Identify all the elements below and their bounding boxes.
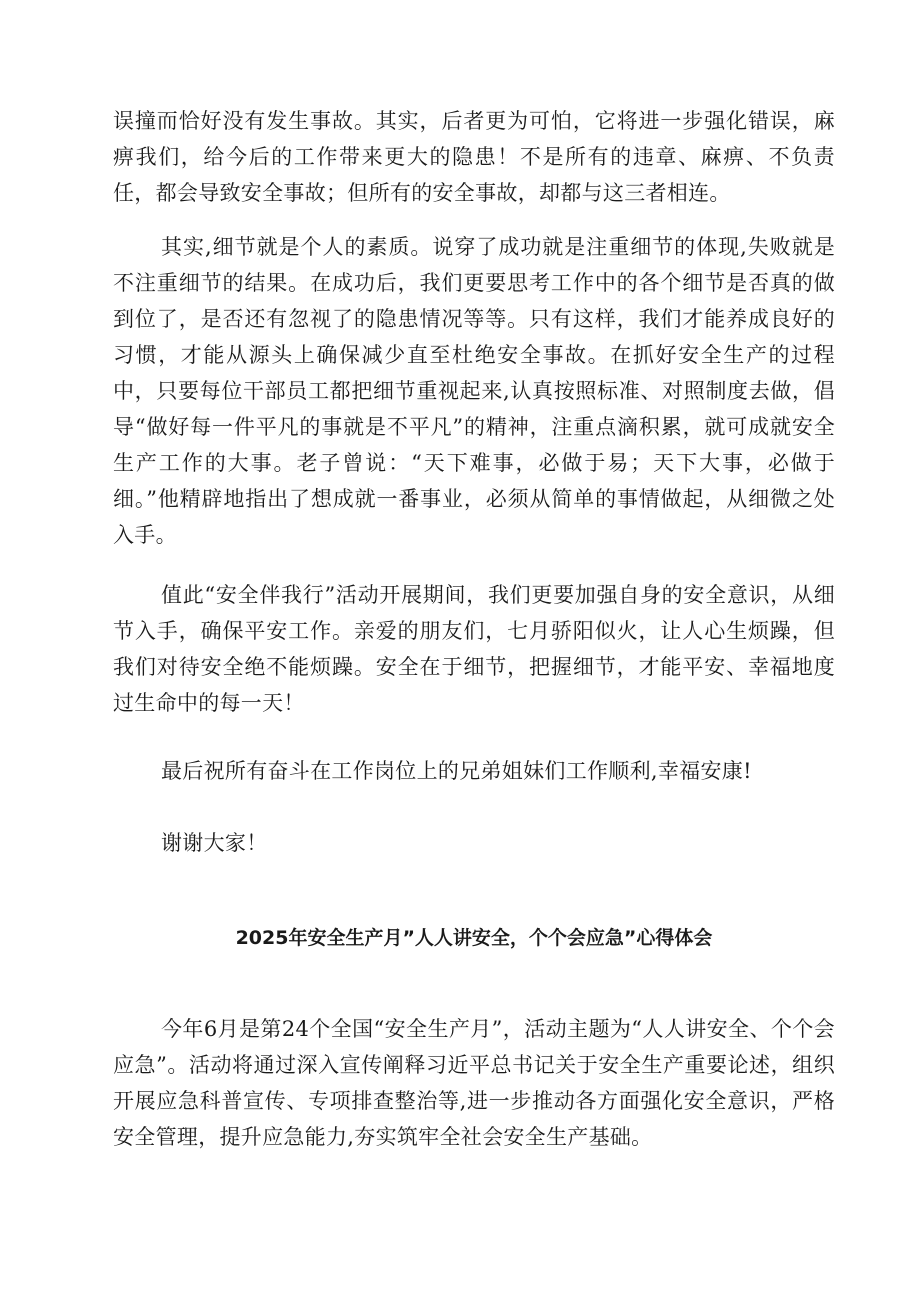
paragraph-thanks: 谢谢大家！ [161,831,268,855]
paragraph-3: 值此“安全伴我行”活动开展期间，我们更要加强自身的安全意识，从细节入手，确保平安工作。亲爱的朋友们，七月骄阳似火，让人心生烦躁，但我们对待安全绝不能烦躁。安全在于细节，把握细节，才能平安、幸福地度过生命中的每一天！ [113,583,835,715]
section-heading: 2025年安全生产月”人人讲安全，个个会应急”心得体会 [235,927,713,949]
paragraph-6: 今年6月是第24个全国“安全生产月”，活动主题为“人人讲安全、个个会应急”。活动将通过深入宣传阐释习近平总书记关于安全生产重要论述，组织开展应急科普宣传、专项排查整治等,进一步推动各方面强化安全意识，严格安全管理，提升应急能力,夯实筑牢全社会安全生产基础。 [113,1017,835,1149]
paragraph-closing-wish: 最后祝所有奋斗在工作岗位上的兄弟姐妹们工作顺利,幸福安康! [161,759,752,783]
paragraph-2: 其实,细节就是个人的素质。说穿了成功就是注重细节的体现,失败就是不注重细节的结果。在成功后，我们更要思考工作中的各个细节是否真的做到位了，是否还有忽视了的隐患情况等等。只有这样，我们才能养成良好的习惯，才能从源头上确保减少直至杜绝安全事故。在抓好安全生产的过程中，只要每位干部员工都把细节重视起来,认真按照标准、对照制度去做，倡导“做好每一件平凡的事就是不平凡”的精神，注重点滴积累，就可成就安全生产工作的大事。老子曾说：“天下难事，必做于易；天下大事，必做于细。”他精辟地指出了想成就一番事业，必须从简单的事情做起，从细微之处入手。 [113,235,835,547]
paragraph-1: 误撞而恰好没有发生事故。其实，后者更为可怕，它将进一步强化错误，麻痹我们，给今后的工作带来更大的隐患！不是所有的违章、麻痹、不负责任，都会导致安全事故；但所有的安全事故，却都与这三者相连。 [113,109,835,205]
